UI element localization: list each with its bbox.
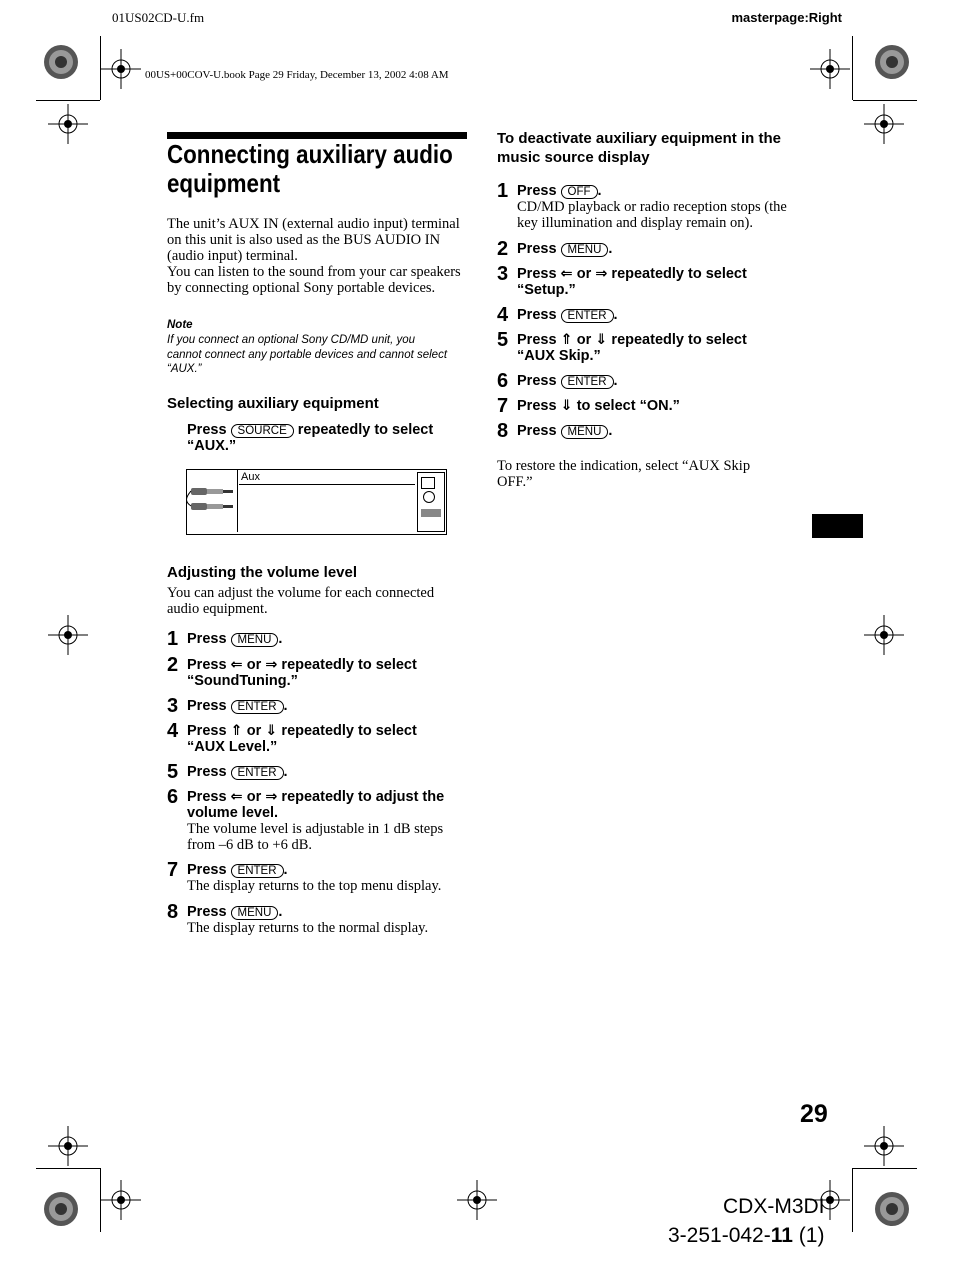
volume-step xyxy=(167,628,467,650)
step-text: Press ⇐ or ⇒ repeatedly to adjust the volume level. xyxy=(187,789,445,821)
crosshair-mark-icon xyxy=(864,104,904,144)
menu-key: MENU xyxy=(561,425,609,439)
step-number: 1 xyxy=(167,628,179,650)
code-prefix: 3-251-042- xyxy=(668,1224,771,1247)
step-number: 7 xyxy=(167,859,179,881)
model-number: CDX-M3DI xyxy=(723,1195,825,1218)
step-punct: . xyxy=(608,241,613,257)
enter-key: ENTER xyxy=(231,700,284,714)
volume-step xyxy=(167,786,467,853)
aux-cable-icon xyxy=(187,470,237,532)
deactivate-heading: To deactivate auxiliary equipment in the music source display xyxy=(497,130,781,166)
press-label: Press xyxy=(187,422,227,438)
step-number: 8 xyxy=(167,901,179,923)
page-title: Connecting auxiliary audio equipment xyxy=(167,139,453,198)
side-panel-bar xyxy=(421,509,441,517)
crosshair-mark-icon xyxy=(48,104,88,144)
step-punct: . xyxy=(597,183,602,199)
step-number: 2 xyxy=(497,238,509,260)
menu-key: MENU xyxy=(231,906,279,920)
step-text: Press xyxy=(517,307,557,323)
volume-steps xyxy=(167,628,467,948)
deactivate-step xyxy=(497,238,797,260)
registration-rosette-icon xyxy=(872,1189,912,1229)
step-text: Press xyxy=(517,183,557,199)
crosshair-mark-icon xyxy=(48,615,88,655)
registration-rosette-icon xyxy=(41,42,81,82)
enter-key: ENTER xyxy=(231,864,284,878)
code-suffix: (1) xyxy=(792,1224,825,1247)
section-tab-marker xyxy=(812,514,863,538)
step-number: 4 xyxy=(497,304,509,326)
volume-step xyxy=(167,761,467,783)
deactivate-step xyxy=(497,420,797,442)
step-punct: . xyxy=(278,904,283,920)
volume-intro: You can adjust the volume for each connected audio equipment. xyxy=(167,585,435,617)
deactivate-step xyxy=(497,329,797,364)
intro-paragraph: The unit’s AUX IN (external audio input) terminal on this unit is also used as the BUS AUDIO IN (audio input) terminal. xyxy=(167,216,460,264)
registration-rosette-icon xyxy=(872,42,912,82)
volume-heading: Adjusting the volume level xyxy=(167,564,358,581)
step-text: Press xyxy=(187,862,227,878)
step-text: Press xyxy=(517,373,557,389)
display-side-panel xyxy=(417,472,445,532)
step-punct: . xyxy=(608,423,613,439)
masterpage-label: masterpage:Right xyxy=(731,10,842,25)
step-detail: The display returns to the top menu display. xyxy=(187,878,442,894)
menu-key: MENU xyxy=(231,633,279,647)
restore-note: To restore the indication, select “AUX Skip OFF.” xyxy=(497,458,751,490)
crop-mark xyxy=(853,100,917,101)
book-info-line: 00US+00COV-U.book Page 29 Friday, December 13, 2002 4:08 AM xyxy=(145,69,449,81)
step-text: Press xyxy=(187,904,227,920)
enter-key: ENTER xyxy=(231,766,284,780)
side-panel-dial-icon xyxy=(423,491,435,503)
deactivate-step xyxy=(497,370,797,392)
volume-step xyxy=(167,695,467,717)
step-number: 4 xyxy=(167,720,179,742)
deactivate-steps xyxy=(497,180,797,450)
side-panel-icon xyxy=(421,477,435,489)
step-number: 1 xyxy=(497,180,509,202)
step-text: Press ⇑ or ⇓ repeatedly to select “AUX Level.” xyxy=(187,723,417,755)
crop-mark xyxy=(852,1168,853,1232)
menu-key: MENU xyxy=(561,243,609,257)
step-text: Press ⇐ or ⇒ repeatedly to select “SoundTuning.” xyxy=(187,657,417,689)
enter-key: ENTER xyxy=(561,375,614,389)
step-number: 6 xyxy=(167,786,179,808)
step-punct: . xyxy=(283,862,288,878)
crosshair-mark-icon xyxy=(864,615,904,655)
deactivate-step xyxy=(497,304,797,326)
file-label: 01US02CD-U.fm xyxy=(112,10,205,25)
crop-mark xyxy=(853,1168,917,1169)
source-key: SOURCE xyxy=(231,424,294,438)
step-text: Press xyxy=(517,423,557,439)
step-number: 2 xyxy=(167,654,179,676)
crop-mark xyxy=(852,36,853,100)
display-divider xyxy=(239,484,415,485)
step-detail: CD/MD playback or radio reception stops (the key illumination and display remain on). xyxy=(517,199,787,231)
volume-step xyxy=(167,720,467,755)
select-rest: repeatedly to select “AUX.” xyxy=(187,422,434,454)
crosshair-mark-icon xyxy=(457,1180,497,1220)
volume-step xyxy=(167,859,467,894)
deactivate-step xyxy=(497,263,797,298)
page-number: 29 xyxy=(800,1100,828,1128)
step-punct: . xyxy=(283,698,288,714)
intro-paragraph-2: You can listen to the sound from your car speakers by connecting optional Sony portable devices. xyxy=(167,264,461,296)
code-bold: 11 xyxy=(770,1224,793,1247)
step-text: Press xyxy=(517,241,557,257)
display-illustration xyxy=(186,469,447,535)
step-number: 5 xyxy=(167,761,179,783)
step-punct: . xyxy=(613,307,618,323)
step-punct: . xyxy=(613,373,618,389)
step-number: 5 xyxy=(497,329,509,351)
step-punct: . xyxy=(278,631,283,647)
display-label: Aux xyxy=(241,471,260,483)
select-instruction xyxy=(187,422,467,454)
volume-step xyxy=(167,901,467,936)
crop-mark xyxy=(36,1168,100,1169)
title-rule xyxy=(167,132,467,139)
part-code xyxy=(668,1224,824,1248)
step-detail: The display returns to the normal display. xyxy=(187,920,429,936)
step-number: 6 xyxy=(497,370,509,392)
crosshair-mark-icon xyxy=(101,1180,141,1220)
step-punct: . xyxy=(283,764,288,780)
note-heading: Note xyxy=(167,319,193,331)
step-text: Press xyxy=(187,764,227,780)
step-text: Press xyxy=(187,698,227,714)
crosshair-mark-icon xyxy=(810,49,850,89)
off-key: OFF xyxy=(561,185,598,199)
note-text: If you connect an optional Sony CD/MD unit, you cannot connect any portable devices and cannot select “AUX.” xyxy=(167,334,448,375)
step-text: Press ⇓ to select “ON.” xyxy=(517,398,680,414)
enter-key: ENTER xyxy=(561,309,614,323)
step-text: Press ⇑ or ⇓ repeatedly to select “AUX Skip.” xyxy=(517,332,747,364)
crosshair-mark-icon xyxy=(864,1126,904,1166)
step-text: Press xyxy=(187,631,227,647)
deactivate-step xyxy=(497,395,797,417)
step-detail: The volume level is adjustable in 1 dB steps from –6 dB to +6 dB. xyxy=(187,821,444,853)
crosshair-mark-icon xyxy=(48,1126,88,1166)
volume-step xyxy=(167,654,467,689)
deactivate-step xyxy=(497,180,797,231)
step-number: 8 xyxy=(497,420,509,442)
crop-mark xyxy=(36,100,100,101)
step-number: 3 xyxy=(167,695,179,717)
step-number: 7 xyxy=(497,395,509,417)
crosshair-mark-icon xyxy=(101,49,141,89)
registration-rosette-icon xyxy=(41,1189,81,1229)
aux-cable-panel xyxy=(187,470,238,532)
step-number: 3 xyxy=(497,263,509,285)
step-text: Press ⇐ or ⇒ repeatedly to select “Setup.” xyxy=(517,266,747,298)
select-heading: Selecting auxiliary equipment xyxy=(167,395,379,412)
